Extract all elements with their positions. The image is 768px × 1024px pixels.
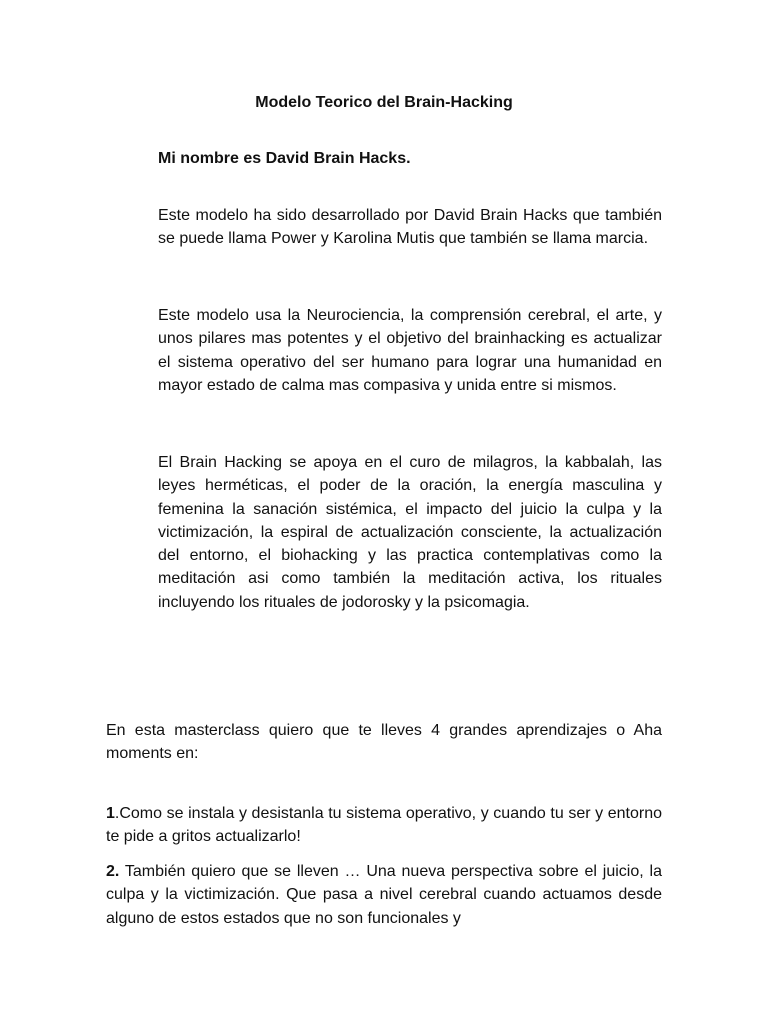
paragraph-authors: Este modelo ha sido desarrollado por David Brain Hacks que también se puede llama Power y Karolina Mutis que también se llama marcia. [158,207,662,248]
list-item-number: 1 [106,805,115,822]
paragraph-masterclass-intro: En esta masterclass quiero que te lleves 4 grandes aprendizajes o Aha moments en: [106,722,662,763]
list-item-number: 2. [106,863,120,880]
paragraph-model-description: Este modelo usa la Neurociencia, la comprensión cerebral, el arte, y unos pilares mas potentes y el objetivo del brainhacking es actualizar el sistema operativo del ser humano para lograr una humanidad en mayor estado de calma mas compasiva y unida entre si mismos. [158,307,662,394]
list-item-text: .Como se instala y desistanla tu sistema operativo, y cuando tu ser y entorno te pide a gritos actualizarlo! [106,805,662,846]
list-item-2 [106,860,662,930]
document-title: Modelo Teorico del Brain-Hacking [255,94,513,111]
list-item-text: También quiero que se lleven … Una nueva perspectiva sobre el juicio, la culpa y la victimización. Que pasa a nivel cerebral cuando actuamos desde alguno de estos estados que no son funcionales y [106,863,662,927]
author-intro: Mi nombre es David Brain Hacks. [158,150,411,167]
paragraph-foundations: El Brain Hacking se apoya en el curo de milagros, la kabbalah, las leyes herméticas, el poder de la oración, la energía masculina y femenina la sanación sistémica, el impacto del juicio la culpa y la victimización, la espiral de actualización consciente, la actualización del entorno, el biohacking y las practica contemplativas como la meditación asi como también la meditación activa, los rituales incluyendo los rituales de jodorosky y la psicomagia. [158,454,662,611]
list-item-1 [106,802,662,849]
